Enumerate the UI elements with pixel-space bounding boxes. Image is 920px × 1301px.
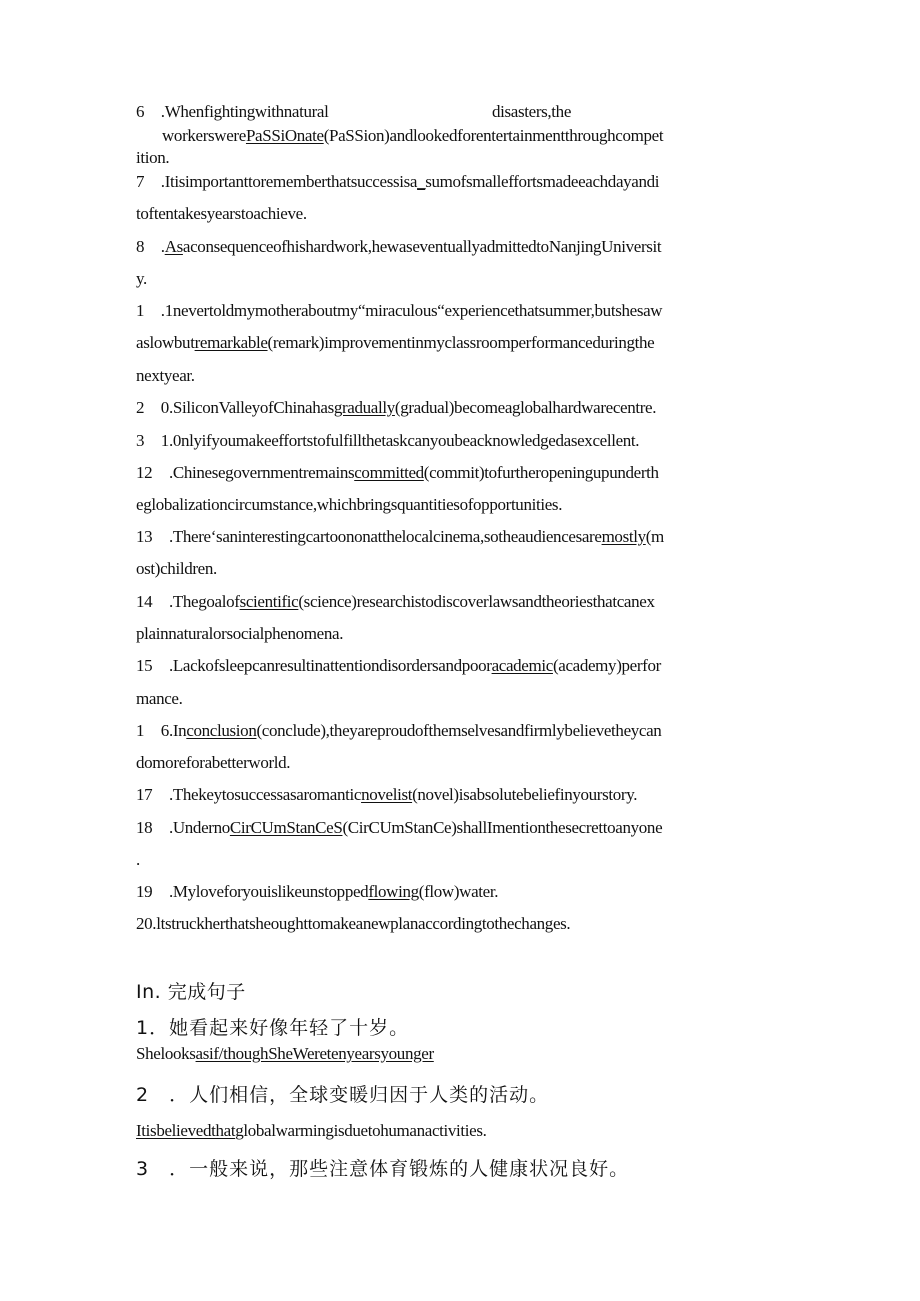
item-9-text: nextyear.: [136, 366, 195, 385]
sentence-1-text: Shelooks: [136, 1044, 196, 1063]
item-14-answer: scientific: [239, 592, 299, 611]
item-8-answer: As: [164, 237, 183, 256]
item-14-line-1: [136, 591, 655, 613]
item-7-answer: _: [417, 172, 426, 191]
item-14-line-2: [136, 623, 343, 645]
section-heading: In. 完成句子: [136, 981, 246, 1003]
item-19-answer: flowing: [368, 882, 419, 901]
item-16-line-1: [136, 720, 661, 742]
item-9-text: (remark)improvementinmyclassroomperformanceduringthe: [267, 333, 655, 352]
item-13-text: 13 .Thereʻsaninterestingcartoononatthelocalcinema,sotheaudiencesare: [136, 527, 602, 546]
item-7-text: 7 .Itisimportanttorememberthatsuccessisa: [136, 172, 418, 191]
item-18-line-1: [136, 817, 662, 839]
item-15-text: 15 .Lackofsleepcanresultinattentiondisordersandpoor: [136, 656, 492, 675]
item-10-line: [136, 397, 656, 419]
item-7-line-1: [136, 171, 659, 193]
item-12-text: (commit)tofurtheropeningupunderth: [423, 463, 659, 482]
item-15-answer: academic: [491, 656, 553, 675]
item-16-text: (conclude),theyareproudofthemselvesandfirmlybelievetheycan: [256, 721, 662, 740]
item-18-line-2: [136, 849, 140, 871]
item-9-text: 1 .1nevertoldmymotheraboutmy“miraculous“experiencethatsummer,butshesaw: [136, 301, 663, 320]
sentence-3-chinese: 3 ．一般来说，那些注意体育锻炼的人健康状况良好。: [136, 1158, 630, 1180]
item-17-text: 17 .Thekeytosuccessasaromantic: [136, 785, 362, 804]
item-18-answer: CirCUmStanCeS: [229, 818, 343, 837]
item-14-text: plainnaturalorsocialphenomena.: [136, 624, 344, 643]
item-20-line: [136, 913, 570, 935]
sentence-2-english: [136, 1120, 487, 1142]
item-8-text: y.: [136, 269, 147, 288]
item-6-text: (PaSSion)andlookedforentertainmentthroughcompet: [323, 126, 664, 145]
item-15-line-1: [136, 655, 661, 677]
item-12-line-1: [136, 462, 659, 484]
item-19-text: (flow)water.: [418, 882, 499, 901]
item-7-text: toftentakesyearstoachieve.: [136, 204, 307, 223]
item-9-line-2: [136, 332, 654, 354]
item-8-text: aconsequenceofhishardwork,hewaseventuallyadmittedtoNanjingUniversit: [182, 237, 662, 256]
item-9-line-3: [136, 365, 195, 387]
item-6-text: workerswere: [162, 126, 246, 145]
item-12-answer: committed: [354, 463, 424, 482]
item-12-text: 12 .Chinesegovernmentremains: [136, 463, 355, 482]
item-16-text: domoreforabetterworld.: [136, 753, 291, 772]
item-16-answer: conclusion: [186, 721, 257, 740]
item-18-text: .: [136, 850, 140, 869]
sentence-2-text: globalwarmingisduetohumanactivities.: [235, 1121, 487, 1140]
item-15-line-2: [136, 688, 183, 710]
item-6-answer: PaSSiOnate: [245, 126, 324, 145]
item-14-text: (science)researchistodiscoverlawsandtheoriesthatcanex: [298, 592, 655, 611]
item-12-text: eglobalizationcircumstance,whichbringsquantitiesofopportunities.: [136, 495, 563, 514]
item-9-text: aslowbut: [136, 333, 195, 352]
item-13-text: (m: [645, 527, 664, 546]
item-11-text: 3 1.0nlyifyoumakeeffortstofulfillthetaskcanyoubeacknowledgedasexcellent.: [136, 431, 640, 450]
item-7-line-2: [136, 203, 307, 225]
item-6-line-1b: [492, 101, 571, 123]
item-9-answer: remarkable: [194, 333, 268, 352]
sentence-1-english: [136, 1043, 434, 1065]
item-6-text: 6 .Whenfightingwithnatural: [136, 102, 329, 121]
item-17-answer: novelist: [361, 785, 413, 804]
item-10-text: (gradual)becomeaglobalhardwarecentre.: [394, 398, 657, 417]
item-10-text: 2 0.SiliconValleyofChinahas: [136, 398, 334, 417]
sentence-1-answer: asif/thoughSheWeretenyearsyounger: [195, 1044, 434, 1063]
item-9-line-1: [136, 300, 662, 322]
item-19-text: 19 .Myloveforyouislikeunstopped: [136, 882, 369, 901]
item-7-text: sumofsmalleffortsmadeeachdayandi: [425, 172, 660, 191]
item-12-line-2: [136, 494, 562, 516]
item-6-text: ition.: [136, 148, 170, 167]
item-16-line-2: [136, 752, 290, 774]
item-18-text: 18 .Underno: [136, 818, 230, 837]
sentence-1-chinese: 1．她看起来好像年轻了十岁。: [136, 1017, 410, 1039]
item-10-answer: gradually: [333, 398, 395, 417]
item-13-text: ost)children.: [136, 559, 217, 578]
item-8-line-1: [136, 236, 661, 258]
item-13-line-1: [136, 526, 664, 548]
item-15-text: (academy)perfor: [552, 656, 661, 675]
item-20-text: 20.ltstruckherthatsheoughttomakeanewplanaccordingtothechanges.: [136, 914, 571, 933]
item-16-text: 1 6.In: [136, 721, 187, 740]
item-14-text: 14 .Thegoalof: [136, 592, 240, 611]
item-13-line-2: [136, 558, 217, 580]
item-11-line: [136, 430, 639, 452]
item-13-answer: mostly: [601, 527, 646, 546]
item-6-line-2: [162, 125, 663, 147]
item-17-line: [136, 784, 637, 806]
item-6-text-b: disasters,the: [492, 102, 572, 121]
item-15-text: mance.: [136, 689, 183, 708]
item-19-line: [136, 881, 498, 903]
item-6-line-3: [136, 147, 169, 169]
sentence-2-answer: Itisbelievedthat: [136, 1121, 236, 1140]
item-17-text: (novel)isabsolutebeliefinyourstory.: [412, 785, 638, 804]
item-8-line-2: [136, 268, 147, 290]
item-8-text: 8 .: [136, 237, 165, 256]
item-18-text: (CirCUmStanCe)shallImentionthesecrettoanyone: [342, 818, 663, 837]
sentence-2-chinese: 2 ．人们相信，全球变暖归因于人类的活动。: [136, 1084, 550, 1106]
item-6-line-1: [136, 101, 329, 123]
